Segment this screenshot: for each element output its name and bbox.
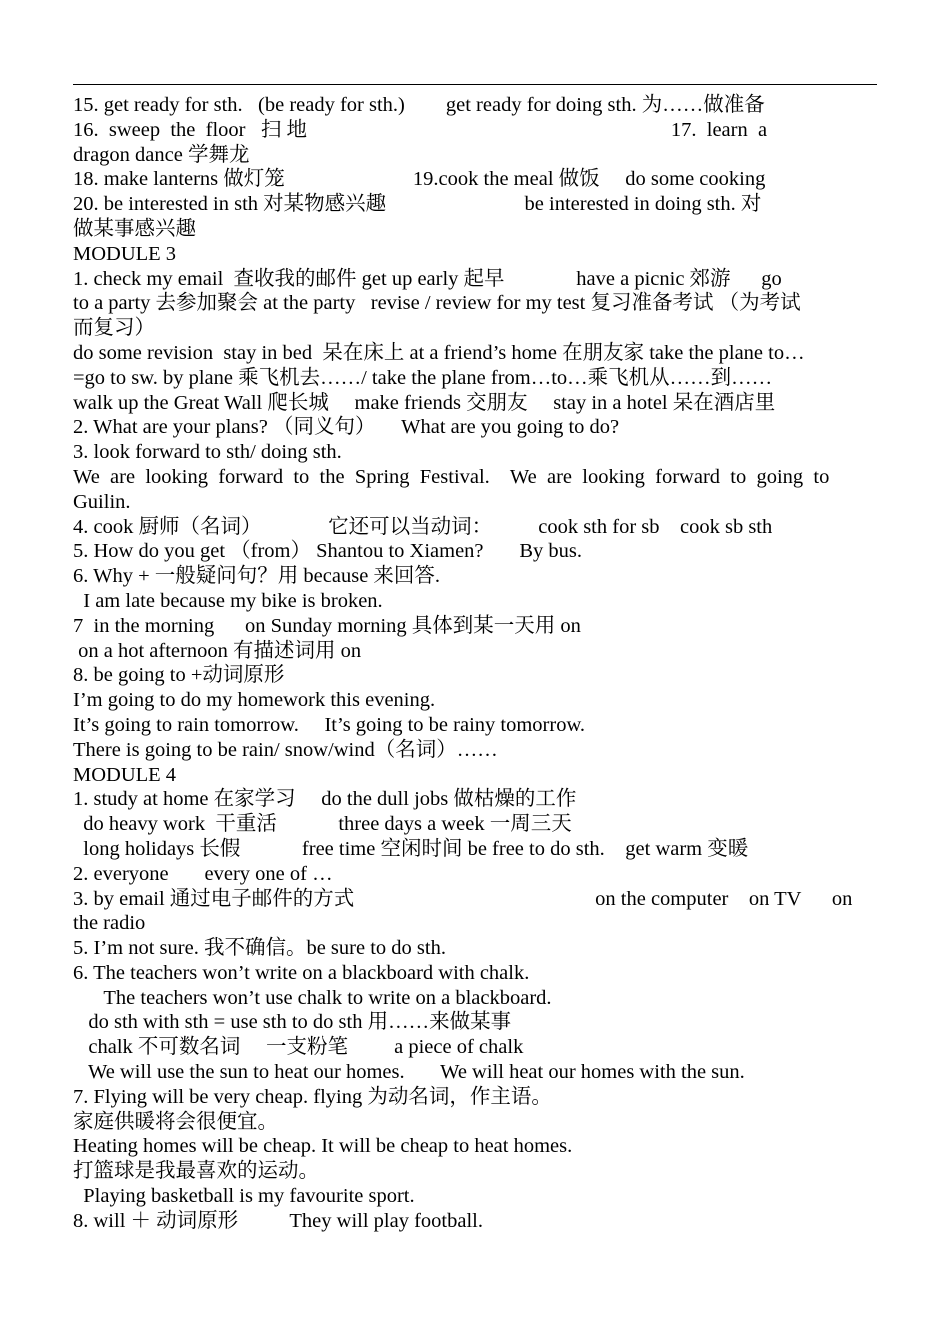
text-line: 8. will ＋ 动词原形 They will play football. [73,1209,483,1232]
text-line: 3. by email 通过电子邮件的方式 on the computer on TV on [73,887,853,910]
text-line: 6. The teachers won’t write on a blackboard with chalk. [73,961,530,984]
header-rule [73,84,877,85]
text-line: 15. get ready for sth. (be ready for sth.) get ready for doing sth. 为……做准备 [73,94,765,116]
text-line: to a party 去参加聚会 at the party revise / review for my test 复习准备考试 （为考试 [73,292,801,315]
document-page [73,84,877,1234]
text-line: do sth with sth = use sth to do sth 用……来做某事 [73,1011,512,1034]
text-line: 7. Flying will be very cheap. flying 为动名词，作主语。 [73,1085,552,1108]
text-line: do heavy work 干重活 three days a week 一周三天 [73,813,572,836]
text-line: Heating homes will be cheap. It will be cheap to heat homes. [73,1135,573,1158]
text-line: 1. study at home 在家学习 do the dull jobs 做枯燥的工作 [73,788,577,811]
text-line: 1. check my email 查收我的邮件 get up early 起早 have a picnic 郊游 go [73,267,782,290]
text-line: long holidays 长假 free time 空闲时间 be free to do sth. get warm 变暖 [73,837,749,860]
text-line: 4. cook 厨师（名词） 它还可以当动词： cook sth for sb cook sb sth [73,515,773,538]
text-line: 5. I’m not sure. 我不确信。be sure to do sth. [73,937,446,960]
text-line: 打篮球是我最喜欢的运动。 [73,1160,319,1183]
text-line: walk up the Great Wall 爬长城 make friends 交朋友 stay in a hotel 呆在酒店里 [73,391,776,414]
text-line: =go to sw. by plane 乘飞机去……/ take the plane from…to…乘飞机从……到…… [73,366,773,389]
text-line: 20. be interested in sth 对某物感兴趣 be interested in doing sth. 对 [73,193,762,216]
text-line: 2. What are your plans? （同义句） What are you going to do? [73,416,620,439]
text-line: 7 in the morning on Sunday morning 具体到某一天用 on [73,614,581,637]
text-line: 5. How do you get （from） Shantou to Xiamen? By bus. [73,540,583,563]
text-line: 3. look forward to sth/ doing sth. [73,441,342,464]
section-heading: MODULE 4 [73,763,177,786]
text-line: We will use the sun to heat our homes. We will heat our homes with the sun. [73,1061,745,1084]
text-line: 2. everyone every one of … [73,862,333,885]
text-line: 8. be going to +动词原形 [73,664,285,687]
text-line: 6. Why + 一般疑问句？用 because 来回答. [73,565,441,588]
text-line: the radio [73,912,146,935]
text-body [73,93,877,1234]
text-line: do some revision stay in bed 呆在床上 at a friend’s home 在朋友家 take the plane to… [73,341,805,364]
text-line: I’m going to do my homework this evening. [73,689,436,712]
text-line: Playing basketball is my favourite sport. [73,1185,415,1208]
text-line: The teachers won’t use chalk to write on a blackboard. [73,986,552,1009]
text-line: 而复习） [73,317,155,340]
text-line: There is going to be rain/ snow/wind（名词）…… [73,738,498,761]
text-line: Guilin. [73,490,131,513]
text-line: chalk 不可数名词 一支粉笔 a piece of chalk [73,1036,524,1059]
text-line: 18. make lanterns 做灯笼 19.cook the meal 做饭 do some cooking [73,168,766,191]
text-line: 做某事感兴趣 [73,217,196,240]
text-line: 16. sweep the floor 扫 地 17. learn a [73,118,768,141]
section-heading: MODULE 3 [73,242,177,265]
text-line: It’s going to rain tomorrow. It’s going to be rainy tomorrow. [73,713,586,736]
text-line: I am late because my bike is broken. [73,589,383,612]
text-line: on a hot afternoon 有描述词用 on [73,639,362,662]
text-line: 家庭供暖将会很便宜。 [73,1110,278,1133]
text-line: dragon dance 学舞龙 [73,143,250,166]
text-line: We are looking forward to the Spring Festival. We are looking forward to going to [73,465,830,488]
